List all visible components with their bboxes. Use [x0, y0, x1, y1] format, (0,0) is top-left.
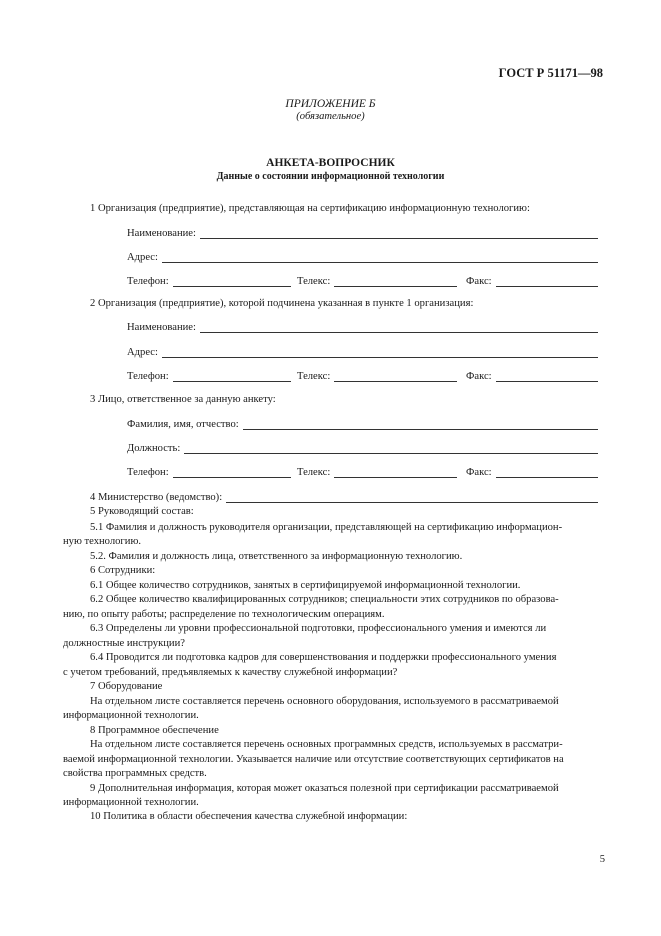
section2-address-field[interactable] [127, 346, 598, 358]
section2-telex-label: Телекс: [297, 371, 331, 382]
body-line: информационной технологии. [63, 797, 199, 808]
section3-phone-label: Телефон: [127, 467, 169, 478]
section3-fax-field[interactable] [466, 466, 598, 478]
body-line: 6.4 Проводится ли подготовка кадров для совершенствования и поддержки профессионального умения [90, 652, 557, 663]
section1-fax-field[interactable] [466, 275, 598, 287]
section3-telex-label: Телекс: [297, 467, 331, 478]
body-line: ную технологию. [63, 536, 142, 547]
section3-position-label: Должность: [127, 443, 181, 454]
section2-name-field[interactable] [127, 321, 598, 333]
body-line: нию, по опыту работы; распределение по технологическим операциям. [63, 609, 385, 620]
section1-address-field[interactable] [127, 251, 598, 263]
section1-heading: 1 Организация (предприятие), представляющая на сертификацию информационную технологию: [90, 203, 530, 214]
body-line: информационной технологии. [63, 710, 199, 721]
body-line: ваемой информационной технологии. Указывается наличие или отсутствие соответствующих сертификатов на [63, 754, 564, 765]
appendix-title: ПРИЛОЖЕНИЕ Б [285, 98, 376, 110]
section2-heading: 2 Организация (предприятие), которой подчинена указанная в пункте 1 организация: [90, 298, 474, 309]
body-line: 5.1 Фамилия и должность руководителя организации, представляющей на сертификацию информацион- [90, 522, 563, 533]
body-line: свойства программных средств. [63, 768, 207, 779]
section2-fax-field[interactable] [466, 370, 598, 382]
section1-name-label: Наименование: [127, 228, 196, 239]
section3-fax-label: Факс: [466, 467, 492, 478]
body-line: должностные инструкции? [63, 638, 185, 649]
section1-name-field[interactable] [127, 227, 598, 239]
form-subtitle: Данные о состоянии информационной технологии [216, 171, 445, 182]
standard-number: ГОСТ Р 51171—98 [498, 66, 603, 80]
form-title: АНКЕТА-ВОПРОСНИК [266, 157, 395, 169]
section3-position-field[interactable] [127, 442, 598, 454]
section2-fax-label: Факс: [466, 371, 492, 382]
section1-telex-field[interactable] [297, 275, 457, 287]
section2-phone-field[interactable] [127, 370, 291, 382]
section3-phone-field[interactable] [127, 466, 291, 478]
body-line: 7 Оборудование [90, 681, 163, 692]
section2-telex-field[interactable] [297, 370, 457, 382]
body-line: 5.2. Фамилия и должность лица, ответственного за информационную технологию. [90, 551, 463, 562]
body-line: 6 Сотрудники: [90, 565, 156, 576]
body-line: 8 Программное обеспечение [90, 725, 219, 736]
section2-name-label: Наименование: [127, 322, 196, 333]
body-line: 6.1 Общее количество сотрудников, занятых в сертифицируемой информационной технологии. [90, 580, 521, 591]
section1-telex-label: Телекс: [297, 276, 331, 287]
body-line: 6.2 Общее количество квалифицированных сотрудников; специальности этих сотрудников по образова- [90, 594, 559, 605]
page-number: 5 [599, 854, 605, 865]
body-line: На отдельном листе составляется перечень основных программных средств, используемых в рассматри- [90, 739, 563, 750]
body-line: 5 Руководящий состав: [90, 506, 194, 517]
appendix-subtitle: (обязательное) [296, 111, 365, 122]
body-line: На отдельном листе составляется перечень основного оборудования, используемого в рассматриваемой [90, 696, 559, 707]
section1-phone-field[interactable] [127, 275, 291, 287]
section2-address-label: Адрес: [127, 347, 158, 358]
body-line: 6.3 Определены ли уровни профессиональной подготовки, профессионального умения и имеются ли [90, 623, 547, 634]
section2-phone-label: Телефон: [127, 371, 169, 382]
section4-ministry-field[interactable] [90, 491, 598, 503]
section3-fio-field[interactable] [127, 418, 598, 430]
section1-fax-label: Факс: [466, 276, 492, 287]
section3-fio-label: Фамилия, имя, отчество: [127, 419, 239, 430]
section4-label: 4 Министерство (ведомство): [90, 492, 223, 503]
section3-heading: 3 Лицо, ответственное за данную анкету: [90, 394, 276, 405]
body-line: 9 Дополнительная информация, которая может оказаться полезной при сертификации рассматриваемой [90, 783, 559, 794]
body-line: 10 Политика в области обеспечения качества служебной информации: [90, 811, 408, 822]
section3-telex-field[interactable] [297, 466, 457, 478]
section1-address-label: Адрес: [127, 252, 158, 263]
section1-phone-label: Телефон: [127, 276, 169, 287]
body-line: с учетом требований, предъявляемых к качеству служебной информации? [63, 667, 398, 678]
